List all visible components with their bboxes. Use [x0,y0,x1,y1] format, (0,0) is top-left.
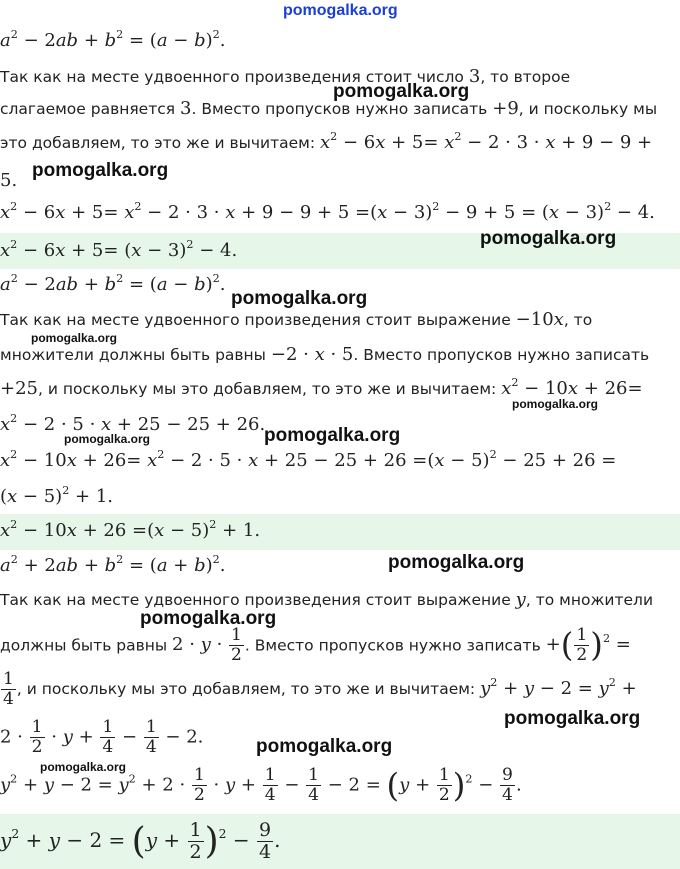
section3-intro-tail: , то множители [525,591,654,609]
watermark: pomogalka.org [31,331,118,345]
section3-line2: должны быть равны 2 · y · $\frac{1}{2}$ . Вместо пропусков нужно записать +( $\frac{1}{2}$ )$^2$ = [0,625,631,665]
section1-line2-text-c: , и поскольку мы [518,100,658,118]
section2-full-equation-a: $x^2 - 10x + 26= x^2 - 2 \cdot 5 \cdot x + 25 - 25 + 26 =(x - 5)^2 - 25 + 26$ = [0,448,617,471]
section2-intro-text: Так как на месте удвоенного произведения стоит выражение [0,311,511,329]
watermark: pomogalka.org [480,228,617,249]
section1-line2: слагаемое равняется 3. Вместо пропусков нужно записать +9, и поскольку мы [0,98,658,119]
watermark: pomogalka.org [264,425,401,446]
watermark: pomogalka.org [512,397,599,411]
section2-line3-text: , и поскольку мы это добавляем, то это же и вычитаем: [38,380,497,398]
watermark: pomogalka.org [231,288,368,309]
section3-answer: $y^2 + y - 2 = (y$ + $\frac{1}{2}$ )$^2$ − $\frac{9}{4}$ . [0,819,281,863]
section1-intro-text: Так как на месте удвоенного произведения стоит число [0,68,464,86]
watermark: pomogalka.org [140,608,277,629]
section2-line2-text-b: . Вместо пропусков нужно записать [353,346,650,364]
section1-line2-text-b: . Вместо пропусков нужно записать [191,100,488,118]
section2-line2: множители должны быть равны −2 · x · 5. Вместо пропусков нужно записать [0,344,650,365]
formula-square-of-difference-2: $a^2 - 2ab + b^2 = (a - b)^2$. [0,272,226,295]
section3-full-equation: $y^2 + y - 2 = y^2 + 2$ · $\frac{1}{2}$ · y + $\frac{1}{4}$ − $\frac{1}{4}$ − 2 = (y + $\frac{1}{2}$ )$^2$ − $\frac{9}{4}$ . [0,765,522,805]
section2-answer: $x^2 - 10x + 26 =(x - 5)^2 + 1$. [0,518,261,541]
section2-line2-text-a: множители должны быть равны [0,346,266,364]
formula-square-of-difference: $a^2 - 2ab + b^2 = (a - b)^2$. [0,28,226,51]
watermark: pomogalka.org [256,736,393,757]
watermark: pomogalka.org [64,432,151,446]
watermark: pomogalka.org [333,81,470,102]
section1-line1: Так как на месте удвоенного произведения стоит число 3, то второе [0,66,571,87]
section3-intro-text: Так как на месте удвоенного произведения стоит выражение [0,591,511,609]
section3-line3: $\frac{1}{4}$ , и поскольку мы это добавляем, то это же и вычитаем: $y^2 + y - 2 = y^2$ + [3,669,637,709]
section1-answer: $x^2 - 6x + 5= (x - 3)^2 - 4$. [0,238,238,261]
section2-intro-tail: , то [563,311,593,329]
section3-line2-text-a: должны быть равны [0,636,168,655]
watermark-top: pomogalka.org [283,2,398,19]
formula-square-of-sum: $a^2 + 2ab + b^2 = (a + b)^2$. [0,553,226,576]
section1-line3-text: это добавляем, то это же и вычитаем: [0,134,316,152]
watermark: pomogalka.org [504,708,641,729]
section3-line1: Так как на месте удвоенного произведения стоит выражение y, то множители [0,589,654,610]
section1-line3: это добавляем, то это же и вычитаем: $x^2 - 6x + 5= x^2 - 2 \cdot 3 \cdot x + 9 - 9$ + [0,130,653,153]
section2-full-equation-b: $(x - 5)^2 + 1$. [0,484,113,507]
watermark: pomogalka.org [388,552,525,573]
section3-line4: 2 · $\frac{1}{2}$ · y + $\frac{1}{4}$ − $\frac{1}{4}$ − 2. [0,717,204,757]
section3-line3-text: , и поскольку мы это добавляем, то это же и вычитаем: [16,679,476,698]
watermark: pomogalka.org [40,760,127,774]
section2-line1: Так как на месте удвоенного произведения стоит выражение −10x, то [0,309,593,330]
watermark: pomogalka.org [32,160,169,181]
section2-line3: +25, и поскольку мы это добавляем, то это же и вычитаем: $x^2 - 10x + 26=$ [0,376,643,399]
section1-full-equation: $x^2 - 6x + 5= x^2 - 2 \cdot 3 \cdot x + 9 - 9 + 5 =(x - 3)^2 - 9 + 5 = (x - 3)^2 - 4$. [0,200,655,223]
section1-line2-text-a: слагаемое равняется [0,100,176,118]
section3-line2-text-b: . Вместо пропусков нужно записать [244,636,541,655]
section1-intro-tail: , то второе [480,68,571,86]
section1-line4: 5. [0,170,18,191]
section2-line4: $x^2 - 2 \cdot 5 \cdot x + 25 - 25 + 26$. [0,412,266,435]
